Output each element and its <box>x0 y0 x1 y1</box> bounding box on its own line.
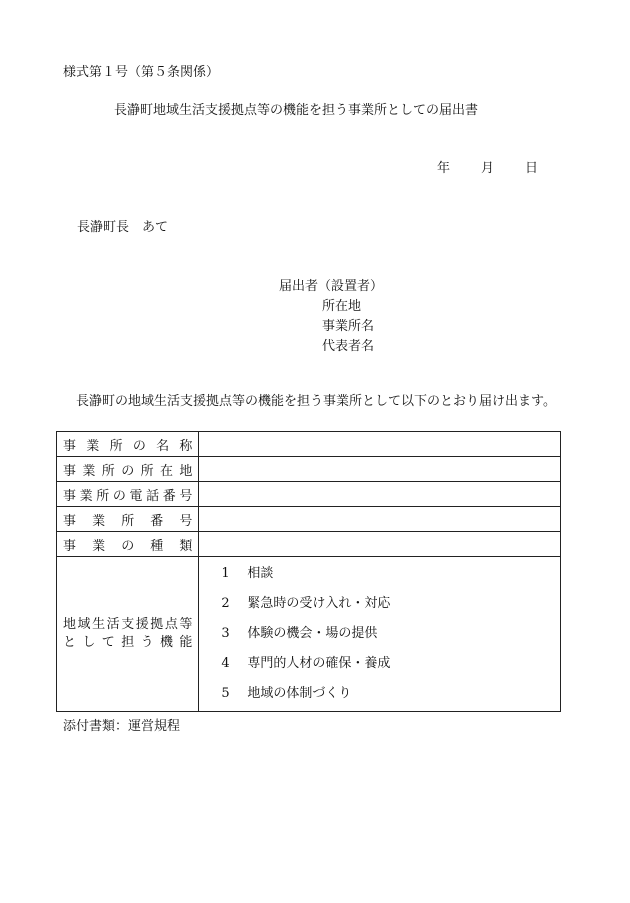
row-label: 事業の種類 <box>63 538 193 554</box>
functions-row <box>57 557 561 712</box>
row-label: 事業所の所在地 <box>63 463 193 479</box>
row-label-cell <box>57 507 199 532</box>
form-number: 様式第１号（第５条関係） <box>63 65 220 80</box>
table-row <box>57 507 561 532</box>
date-line <box>437 161 538 177</box>
office-address-value[interactable] <box>199 457 561 482</box>
row-label-cell <box>57 432 199 457</box>
function-item[interactable] <box>221 559 560 589</box>
document-title: 長瀞町地域生活支援拠点等の機能を担う事業所としての届出書 <box>114 103 479 118</box>
function-item[interactable] <box>221 649 560 679</box>
office-name-value[interactable] <box>199 432 561 457</box>
function-number: 5 <box>221 686 230 701</box>
function-number: 1 <box>221 566 230 581</box>
table-row <box>57 532 561 557</box>
function-text: 相談 <box>247 566 274 581</box>
body-text: 長瀞町の地域生活支援拠点等の機能を担う事業所として以下のとおり届け出ます。 <box>76 394 556 409</box>
attachment-note: 添付書類：運営規程 <box>63 719 181 734</box>
row-label-cell <box>57 457 199 482</box>
function-number: 4 <box>221 656 230 671</box>
row-label: 事業所の電話番号 <box>63 488 193 504</box>
notifier-heading: 届出者（設置者） <box>279 279 384 294</box>
office-number-value[interactable] <box>199 507 561 532</box>
notifier-block <box>279 277 383 357</box>
function-item[interactable] <box>221 679 560 709</box>
functions-label-line1: 地域生活支援拠点等 <box>63 617 193 632</box>
table-row <box>57 482 561 507</box>
row-label-cell <box>57 482 199 507</box>
function-number: 3 <box>221 626 230 641</box>
row-label: 事業所の名称 <box>63 438 193 454</box>
function-item[interactable] <box>221 619 560 649</box>
notifier-office-name-label: 事業所名 <box>322 319 375 334</box>
function-text: 緊急時の受け入れ・対応 <box>247 596 391 611</box>
function-text: 地域の体制づくり <box>247 686 352 701</box>
date-day-label: 日 <box>525 161 539 176</box>
table-row <box>57 457 561 482</box>
function-text: 体験の機会・場の提供 <box>247 626 378 641</box>
info-table <box>56 431 561 712</box>
notifier-representative-label: 代表者名 <box>322 339 375 354</box>
table-row <box>57 432 561 457</box>
functions-label-line2: として担う機能 <box>63 635 193 650</box>
business-type-value[interactable] <box>199 532 561 557</box>
row-label: 事業所番号 <box>63 513 193 529</box>
functions-label-cell <box>57 557 199 712</box>
row-label-cell <box>57 532 199 557</box>
notifier-address-label: 所在地 <box>322 299 362 314</box>
date-year-label: 年 <box>437 161 451 176</box>
addressee: 長瀞町長 あて <box>77 220 169 235</box>
functions-list-cell <box>199 557 561 712</box>
office-phone-value[interactable] <box>199 482 561 507</box>
function-number: 2 <box>221 596 230 611</box>
function-text: 専門的人材の確保・養成 <box>247 656 391 671</box>
date-month-label: 月 <box>481 161 495 176</box>
function-item[interactable] <box>221 589 560 619</box>
functions-list <box>199 559 560 709</box>
